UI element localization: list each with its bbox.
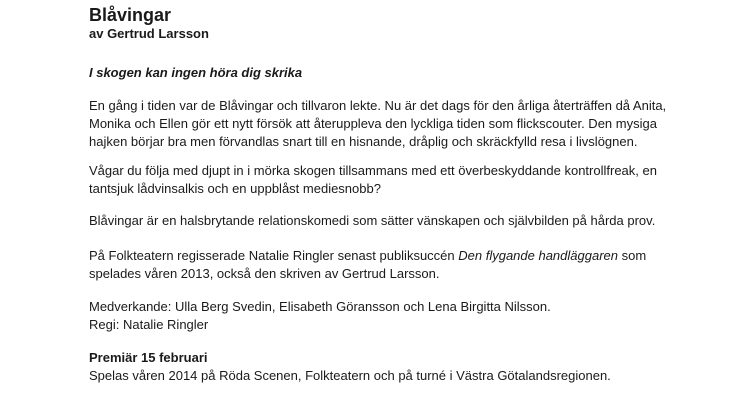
question-line: tantsjuk lådvinsalkis och en uppblåst mediesnobb?	[89, 181, 381, 196]
intro-line: hajken börjar bra men förvandlas snart till en hisnande, dråplig och skräckfylld resa i livslögnen.	[89, 134, 638, 149]
director-note-paragraph	[89, 247, 729, 283]
author-byline: av Gertrud Larsson	[89, 26, 209, 41]
director-note-line	[89, 247, 729, 265]
tagline: I skogen kan ingen höra dig skrika	[89, 65, 303, 80]
intro-paragraph	[89, 97, 729, 151]
question-line: Vågar du följa med djupt in i mörka skogen tillsammans med ett överbeskyddande kontrollfreak, en	[89, 163, 657, 178]
intro-line: Monika och Ellen gör ett nytt försök att återuppleva den lyckliga tiden som flickscouter. Den mysiga	[89, 116, 657, 131]
summary-line: Blåvingar är en halsbrytande relationskomedi som sätter vänskapen och självbilden på hårda prov.	[89, 213, 656, 228]
director-note-text: som	[618, 248, 647, 263]
premiere-details-line: Spelas våren 2014 på Röda Scenen, Folkteatern och på turné i Västra Götalandsregionen.	[89, 368, 611, 383]
intro-line: En gång i tiden var de Blåvingar och tillvaron lekte. Nu är det dags för den årliga återträffen då Anita,	[89, 98, 667, 113]
summary-paragraph	[89, 212, 729, 230]
credits-paragraph	[89, 298, 729, 334]
page-title: Blåvingar	[89, 5, 172, 25]
director-credit: Regi: Natalie Ringler	[89, 317, 209, 332]
director-note-line: spelades våren 2013, också den skriven av Gertrud Larsson.	[89, 266, 440, 281]
premiere-heading: Premiär 15 februari	[89, 350, 208, 365]
premiere-details	[89, 367, 729, 385]
production-title: Den flygande handläggaren	[458, 248, 618, 263]
director-note-text: På Folkteatern regisserade Natalie Ringler senast publiksuccén	[89, 248, 459, 263]
cast-credits: Medverkande: Ulla Berg Svedin, Elisabeth Göransson och Lena Birgitta Nilsson.	[89, 299, 551, 314]
question-paragraph	[89, 162, 729, 198]
